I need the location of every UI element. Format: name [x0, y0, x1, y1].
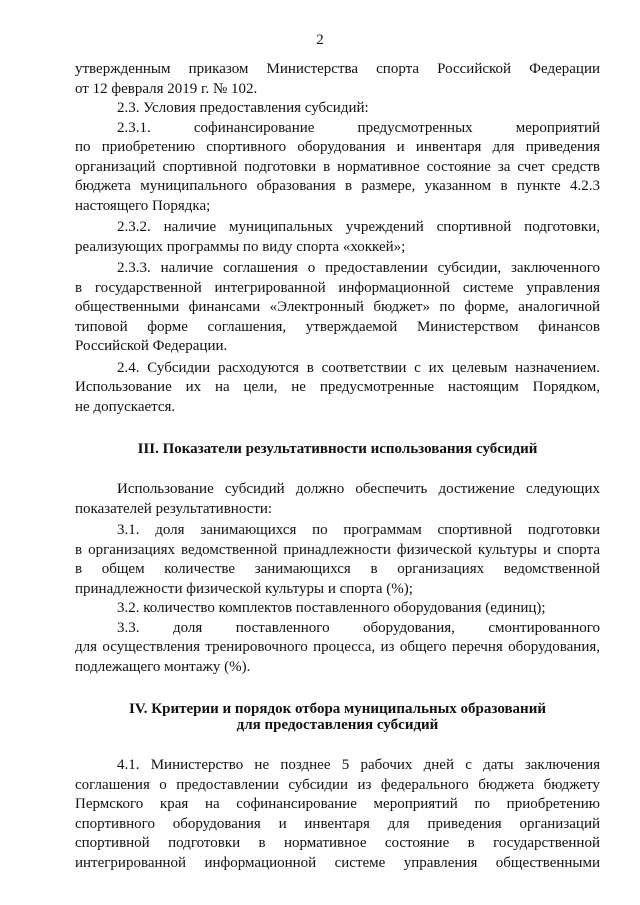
- paragraph-3-2: [75, 599, 600, 619]
- text-line: 3.2. количество комплектов поставленного оборудования (единиц);: [117, 600, 546, 616]
- document-body: [75, 60, 600, 873]
- text-line: 2.3. Условия предоставления субсидий:: [117, 100, 369, 116]
- paragraph-2-3: [75, 99, 600, 119]
- text-line: для осуществления тренировочного процесса, из общего перечня оборудования,: [75, 639, 600, 655]
- text-line: показателей результативности:: [75, 500, 273, 517]
- paragraph-4-1: [75, 756, 600, 873]
- paragraph-3-1: [75, 521, 600, 599]
- text-line: реализующих программы по виду спорта «хоккей»;: [75, 238, 406, 255]
- heading-line: III. Показатели результативности использования субсидий: [137, 441, 538, 457]
- text-line: организаций спортивной подготовки в нормативное состояние за счет средств: [75, 158, 600, 175]
- text-line: 2.3.3. наличие соглашения о предоставлении субсидии, заключенного: [117, 260, 600, 276]
- text-line: 2.3.2. наличие муниципальных учреждений спортивной подготовки,: [117, 219, 600, 235]
- text-line: 3.3. доля поставленного оборудования, смонтированного: [117, 619, 600, 636]
- paragraph-2-3-3: [75, 259, 600, 357]
- text-line: настоящего Порядка;: [75, 197, 211, 214]
- text-line: типовой форме соглашения, утверждаемой Министерством финансов: [75, 318, 600, 335]
- paragraph-2-3-2: [75, 218, 600, 257]
- text-line: в государственной интегрированной информационной системе управления: [75, 279, 600, 296]
- paragraph-3-3: [75, 619, 600, 678]
- heading-line: для предоставления субсидий: [236, 717, 439, 733]
- section-3-heading: [75, 441, 600, 457]
- text-line: соглашения о предоставлении субсидии из федерального бюджета бюджету: [75, 776, 600, 793]
- section-4-heading: [75, 701, 600, 733]
- text-line: подлежащего монтажу (%).: [75, 658, 251, 675]
- text-line: спортивного оборудования и инвентаря для приведения организаций: [75, 815, 600, 832]
- heading-line: IV. Критерии и порядок отбора муниципальных образований: [129, 701, 546, 717]
- paragraph-2-3-1: [75, 119, 600, 217]
- paragraph-2-4: [75, 359, 600, 418]
- text-line: принадлежности физической культуры и спорта (%);: [75, 580, 413, 597]
- text-line: Российской Федерации.: [75, 338, 228, 354]
- text-line: в организациях ведомственной принадлежности физической культуры и спорта: [75, 541, 600, 558]
- text-line: утвержденным приказом Министерства спорта Российской Федерации: [75, 61, 600, 77]
- text-line: 4.1. Министерство не позднее 5 рабочих дней с даты заключения: [117, 757, 600, 773]
- text-line: 3.1. доля занимающихся по программам спортивной подготовки: [117, 522, 600, 538]
- text-line: от 12 февраля 2019 г. № 102.: [75, 80, 258, 97]
- text-line: Использование субсидий должно обеспечить достижение следующих: [117, 481, 600, 497]
- text-line: 2.4. Субсидии расходуются в соответствии с их целевым назначением.: [117, 359, 600, 376]
- text-line: общественными финансами «Электронный бюджет» по форме, аналогичной: [75, 299, 600, 315]
- page-number: 2: [316, 32, 324, 48]
- text-line: не допускается.: [75, 398, 176, 415]
- paragraph-continuation: [75, 60, 600, 99]
- paragraph-section-3-intro: [75, 480, 600, 519]
- text-line: Пермского края на софинансирование мероприятий по приобретению: [75, 796, 600, 812]
- text-line: 2.3.1. софинансирование предусмотренных мероприятий: [117, 119, 600, 136]
- text-line: бюджета муниципального образования в размере, указанном в пункте 4.2.3: [75, 178, 600, 194]
- text-line: в общем количестве занимающихся в организациях ведомственной: [75, 561, 600, 577]
- text-line: интегрированной информационной системе управления общественными: [75, 854, 600, 871]
- text-line: по приобретению спортивного оборудования и инвентаря для приведения: [75, 139, 600, 155]
- text-line: спортивной подготовки в нормативное состояние в государственной: [75, 835, 600, 851]
- text-line: Использование их на цели, не предусмотренные настоящим Порядком,: [75, 379, 600, 395]
